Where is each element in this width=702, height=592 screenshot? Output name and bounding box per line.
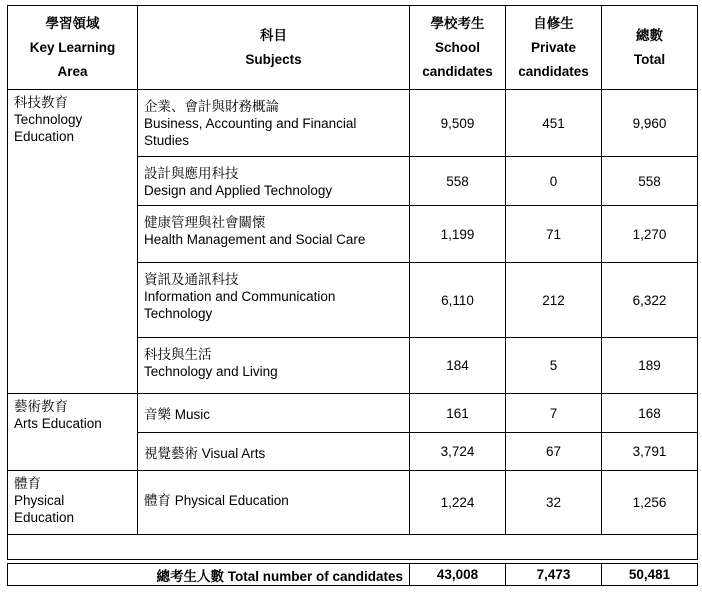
area-technology-education bbox=[8, 90, 138, 157]
subject-en-2: Technology bbox=[144, 306, 213, 321]
area-continuation bbox=[8, 338, 138, 394]
table-row bbox=[8, 90, 698, 157]
private-count: 7 bbox=[506, 394, 602, 433]
subject-cell: 音樂 Music bbox=[138, 394, 410, 433]
school-count: 3,724 bbox=[410, 433, 506, 471]
total-count: 6,322 bbox=[602, 263, 698, 338]
header-school-en-2: candidates bbox=[422, 63, 493, 79]
blank-row bbox=[8, 535, 698, 560]
subject-en-2: Studies bbox=[144, 133, 190, 148]
header-subjects-en: Subjects bbox=[245, 51, 302, 67]
total-count: 1,270 bbox=[602, 206, 698, 263]
area-physical-education bbox=[8, 471, 138, 535]
header-private-en-2: candidates bbox=[518, 63, 589, 79]
header-private-zh: 自修生 bbox=[533, 15, 574, 31]
private-count: 32 bbox=[506, 471, 602, 535]
area-continuation bbox=[8, 433, 138, 471]
private-count: 5 bbox=[506, 338, 602, 394]
totals-total: 50,481 bbox=[602, 564, 698, 586]
school-count: 6,110 bbox=[410, 263, 506, 338]
subject-en-1: Technology and Living bbox=[144, 364, 278, 379]
private-count: 67 bbox=[506, 433, 602, 471]
area-arts-education bbox=[8, 394, 138, 433]
subject-cell: 視覺藝術 Visual Arts bbox=[138, 433, 410, 471]
header-total-en: Total bbox=[633, 51, 666, 67]
header-key-learning-area bbox=[8, 6, 138, 90]
school-count: 1,199 bbox=[410, 206, 506, 263]
area-name-en-1: Arts Education bbox=[14, 416, 102, 431]
table-row bbox=[8, 157, 698, 206]
school-count: 184 bbox=[410, 338, 506, 394]
school-count: 161 bbox=[410, 394, 506, 433]
subject-en-1: Business, Accounting and Financial bbox=[144, 116, 357, 131]
table-row bbox=[8, 433, 698, 471]
total-count: 189 bbox=[602, 338, 698, 394]
table-row bbox=[8, 263, 698, 338]
subject-cell bbox=[138, 157, 410, 206]
total-count: 3,791 bbox=[602, 433, 698, 471]
header-school-en-1: School bbox=[434, 39, 480, 55]
private-count: 0 bbox=[506, 157, 602, 206]
subject-zh: 健康管理與社會關懷 bbox=[144, 215, 266, 230]
area-continuation bbox=[8, 206, 138, 263]
subject-cell: 體育 Physical Education bbox=[138, 471, 410, 535]
private-count: 212 bbox=[506, 263, 602, 338]
totals-table bbox=[7, 563, 698, 586]
total-count: 1,256 bbox=[602, 471, 698, 535]
header-area-en-2: Area bbox=[57, 63, 88, 79]
subject-zh: 資訊及通訊科技 bbox=[144, 272, 239, 287]
area-continuation bbox=[8, 263, 138, 338]
totals-school: 43,008 bbox=[410, 564, 506, 586]
header-school-candidates bbox=[410, 6, 506, 90]
subject-zh: 設計與應用科技 bbox=[144, 166, 239, 181]
subject-en-1: Health Management and Social Care bbox=[144, 232, 366, 247]
totals-private: 7,473 bbox=[506, 564, 602, 586]
blank-cell bbox=[8, 535, 698, 560]
table-row bbox=[8, 394, 698, 433]
subject-en-1: Design and Applied Technology bbox=[144, 183, 333, 198]
area-name-zh: 科技教育 bbox=[14, 95, 68, 110]
totals-row bbox=[8, 564, 698, 586]
header-private-en-1: Private bbox=[530, 39, 577, 55]
candidates-table bbox=[7, 5, 698, 560]
private-count: 451 bbox=[506, 90, 602, 157]
area-name-en-1: Technology bbox=[14, 112, 83, 127]
table-row bbox=[8, 471, 698, 535]
school-count: 9,509 bbox=[410, 90, 506, 157]
subject-zh: 科技與生活 bbox=[144, 347, 212, 362]
private-count: 71 bbox=[506, 206, 602, 263]
subject-cell bbox=[138, 338, 410, 394]
area-name-en-2: Education bbox=[14, 510, 75, 525]
header-area-en-1: Key Learning bbox=[29, 39, 116, 55]
totals-label: 總考生人數 Total number of candidates bbox=[8, 564, 410, 586]
school-count: 558 bbox=[410, 157, 506, 206]
header-school-zh: 學校考生 bbox=[430, 15, 485, 31]
subject-en-1: Information and Communication bbox=[144, 289, 336, 304]
header-subjects bbox=[138, 6, 410, 90]
area-name-en-1: Physical bbox=[14, 493, 65, 508]
school-count: 1,224 bbox=[410, 471, 506, 535]
area-name-en-2: Education bbox=[14, 129, 75, 144]
table-row bbox=[8, 338, 698, 394]
subject-zh: 企業、會計與財務概論 bbox=[144, 99, 279, 114]
area-name-zh: 藝術教育 bbox=[14, 399, 68, 414]
header-private-candidates bbox=[506, 6, 602, 90]
area-name-zh: 體育 bbox=[14, 476, 41, 491]
subject-cell bbox=[138, 263, 410, 338]
header-row bbox=[8, 6, 698, 90]
total-count: 168 bbox=[602, 394, 698, 433]
subject-cell bbox=[138, 90, 410, 157]
subject-cell bbox=[138, 206, 410, 263]
header-total-zh: 總數 bbox=[636, 27, 663, 43]
header-total bbox=[602, 6, 698, 90]
candidates-table-container bbox=[7, 5, 698, 586]
table-row bbox=[8, 206, 698, 263]
total-count: 558 bbox=[602, 157, 698, 206]
header-subjects-zh: 科目 bbox=[260, 27, 287, 43]
header-area-zh: 學習領域 bbox=[45, 15, 100, 31]
total-count: 9,960 bbox=[602, 90, 698, 157]
area-continuation bbox=[8, 157, 138, 206]
